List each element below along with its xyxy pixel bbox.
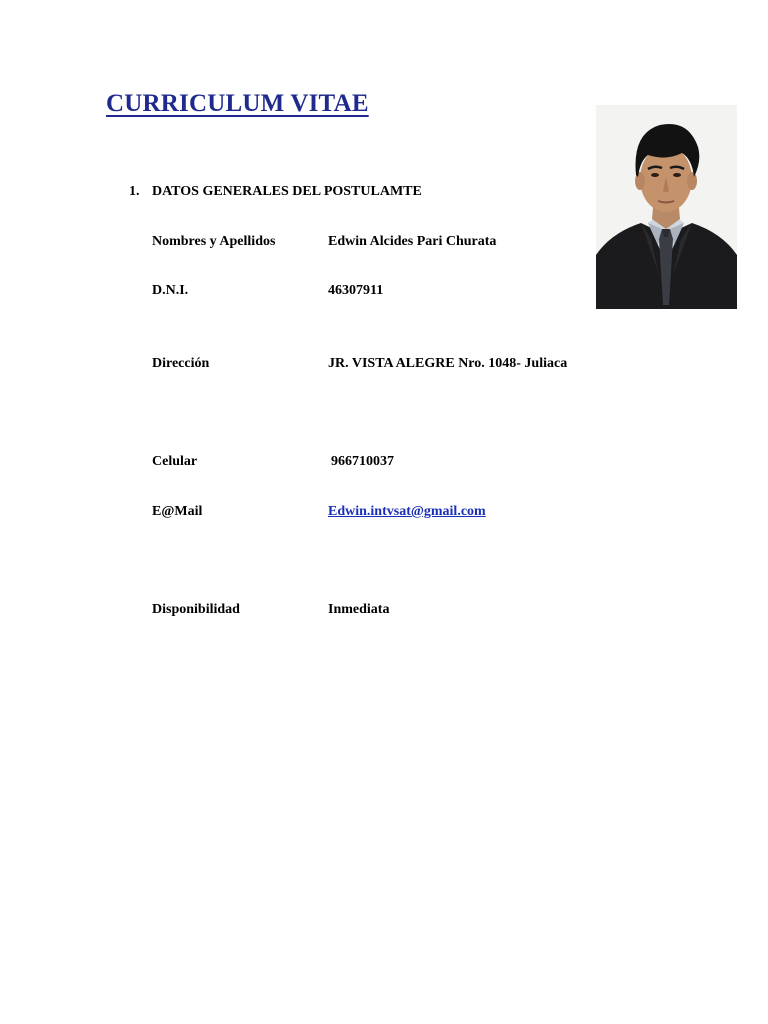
field-label-availability: Disponibilidad: [152, 602, 240, 617]
field-label-address: Dirección: [152, 356, 210, 371]
profile-photo: [596, 105, 737, 309]
section-number: 1.: [129, 184, 140, 199]
field-label-dni: D.N.I.: [152, 283, 189, 298]
email-link[interactable]: Edwin.intvsat@gmail.com: [328, 504, 486, 519]
field-value-phone: 966710037: [331, 454, 394, 469]
field-value-address: JR. VISTA ALEGRE Nro. 1048- Juliaca: [328, 356, 568, 371]
field-value-names: Edwin Alcides Pari Churata: [328, 234, 497, 249]
field-label-email: E@Mail: [152, 504, 203, 519]
cv-title: CURRICULUM VITAE: [106, 90, 369, 117]
field-value-dni: 46307911: [328, 283, 384, 298]
field-value-availability: Inmediata: [328, 602, 390, 617]
section-title: DATOS GENERALES DEL POSTULAMTE: [152, 184, 422, 199]
field-label-phone: Celular: [152, 454, 198, 469]
field-label-names: Nombres y Apellidos: [152, 234, 276, 249]
